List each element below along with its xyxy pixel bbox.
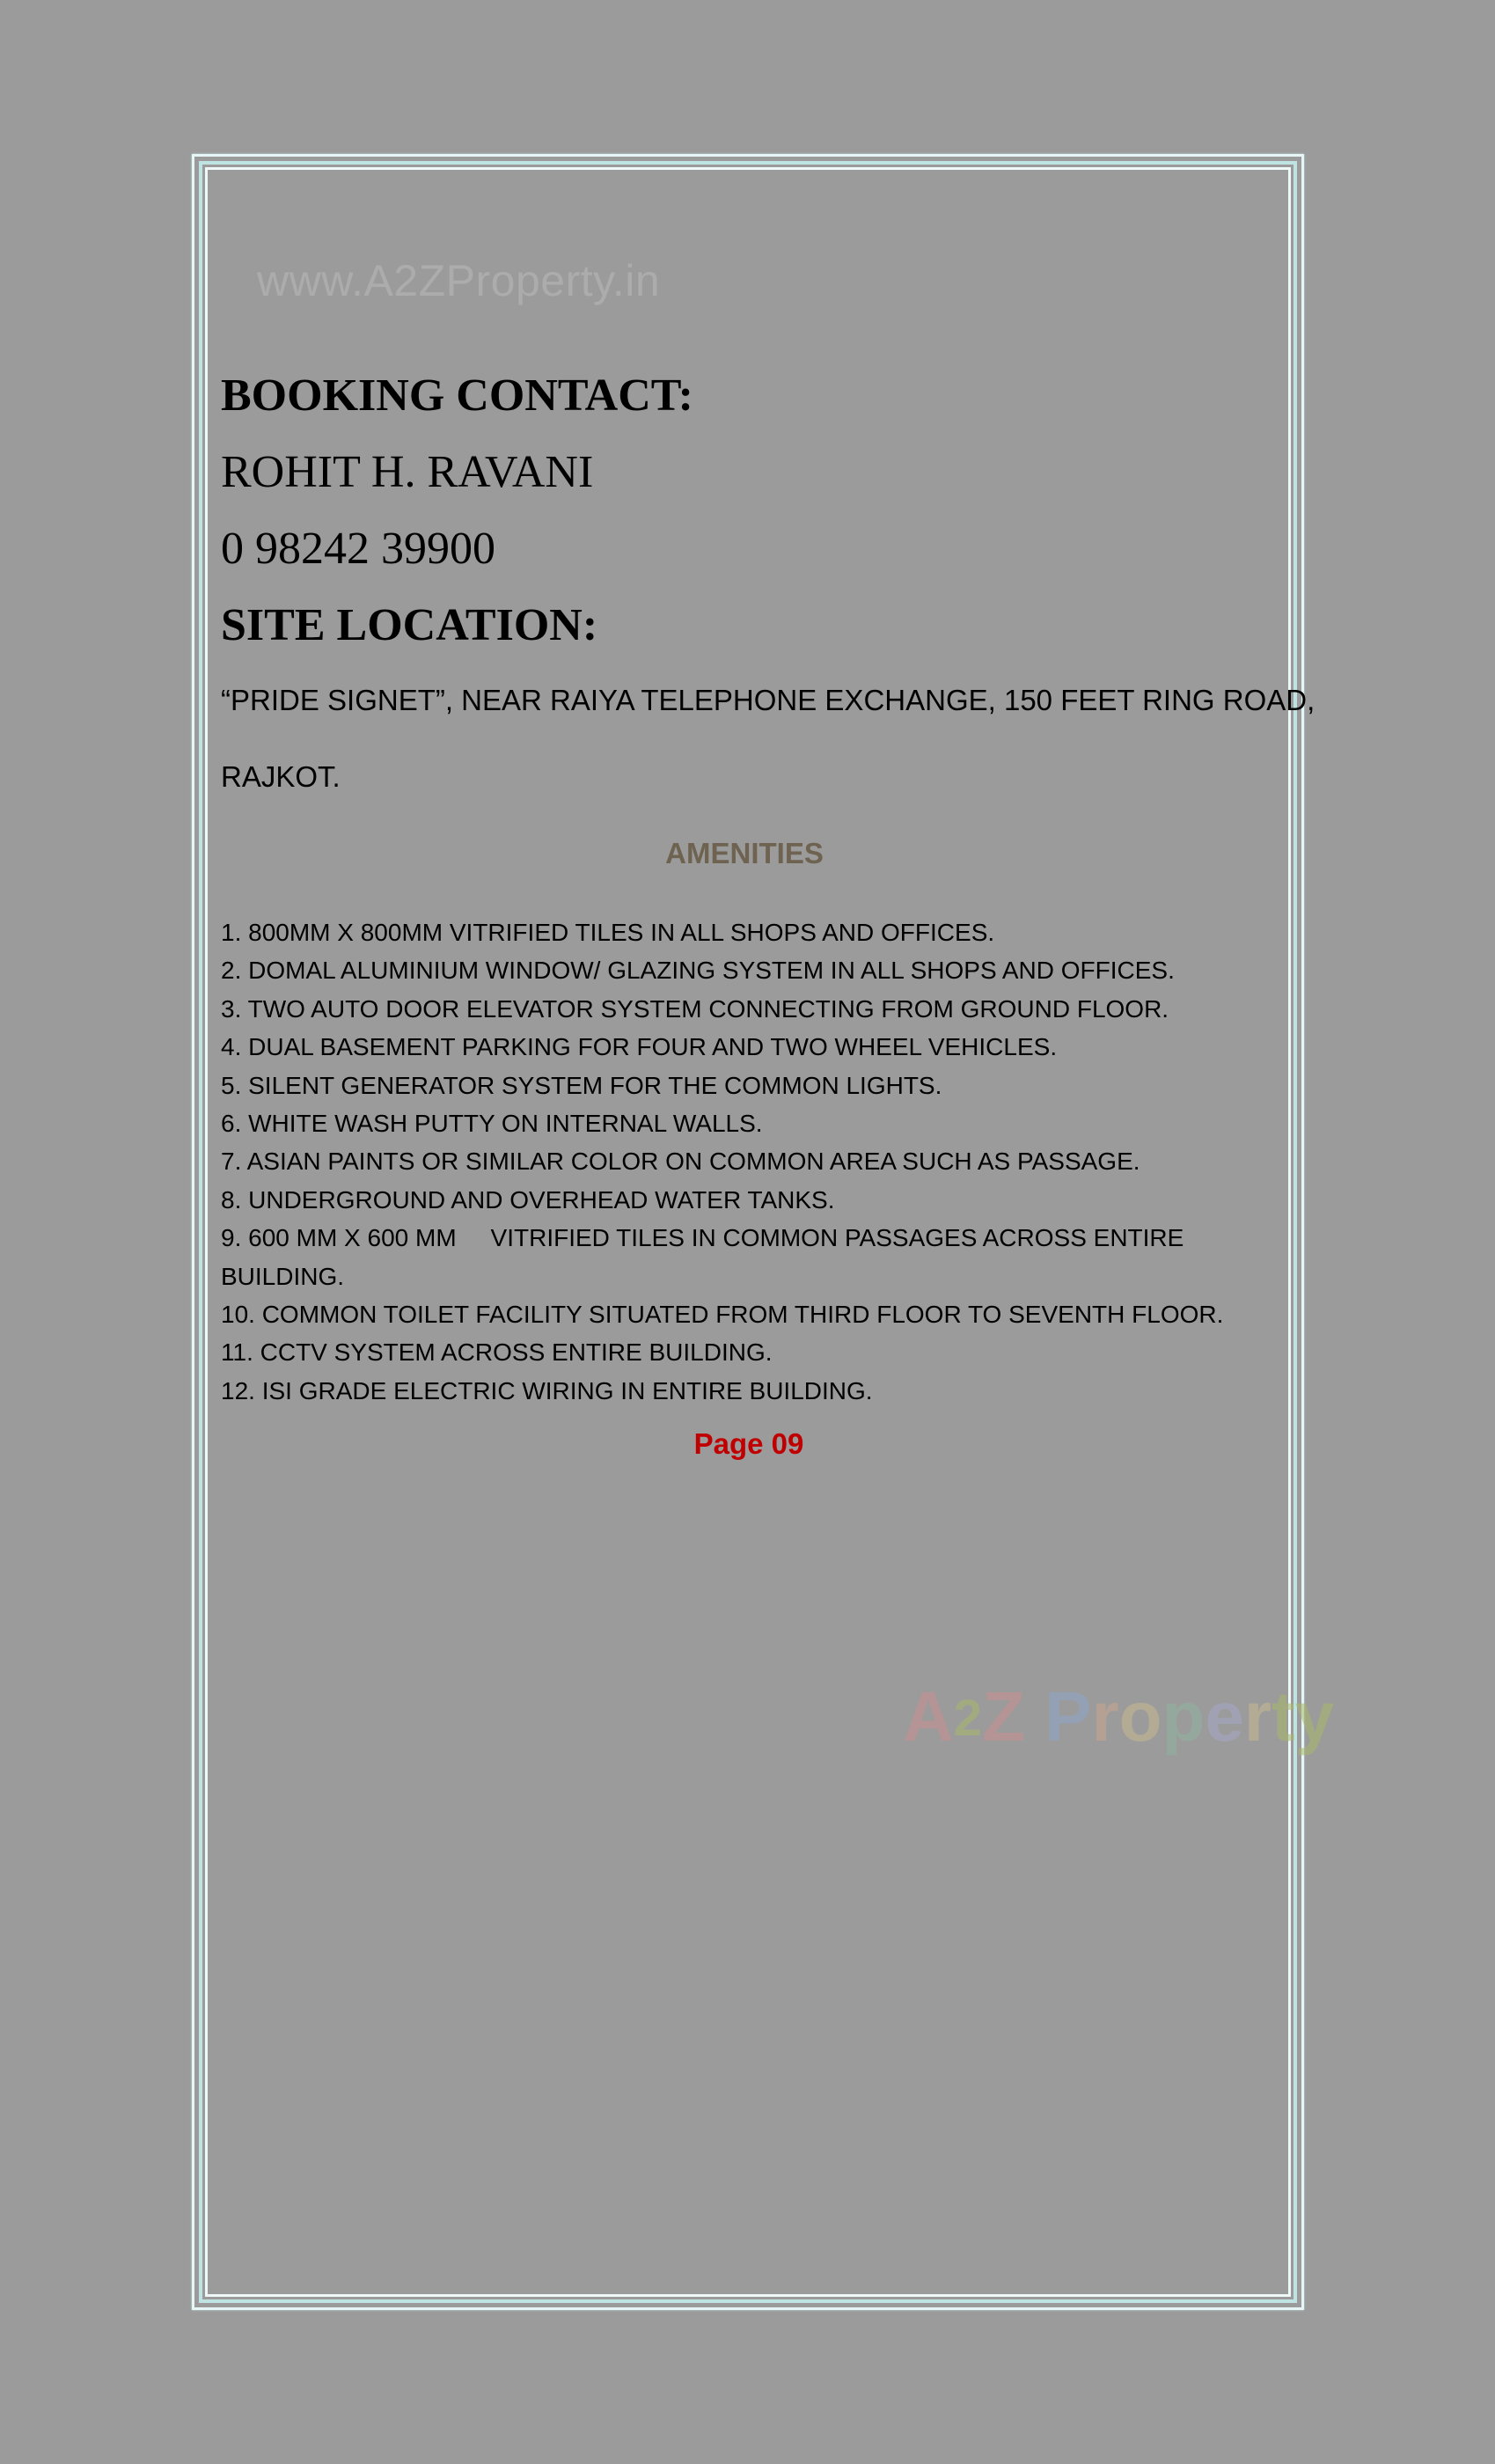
watermark-url: www.A2ZProperty.in bbox=[257, 256, 661, 305]
logo-letter: y bbox=[1294, 1677, 1335, 1756]
logo-letter: t bbox=[1271, 1677, 1295, 1756]
logo-letter: 2 bbox=[953, 1690, 983, 1747]
list-item: 6. WHITE WASH PUTTY ON INTERNAL WALLS. bbox=[221, 1110, 763, 1138]
amenities-list bbox=[221, 913, 1277, 1410]
a2z-property-logo-watermark bbox=[903, 1676, 1334, 1757]
logo-letter: P bbox=[1044, 1677, 1092, 1756]
logo-letter bbox=[1025, 1676, 1044, 1757]
booking-contact-phone: 0 98242 39900 bbox=[221, 524, 495, 574]
logo-letter: e bbox=[1205, 1677, 1244, 1756]
list-item: 1. 800MM X 800MM VITRIFIED TILES IN ALL SHOPS AND OFFICES. bbox=[221, 919, 995, 946]
booking-contact-name: ROHIT H. RAVANI bbox=[221, 447, 594, 497]
site-location-heading: SITE LOCATION: bbox=[221, 600, 598, 650]
logo-letter: r bbox=[1091, 1677, 1119, 1756]
list-item: 5. SILENT GENERATOR SYSTEM FOR THE COMMON LIGHTS. bbox=[221, 1071, 942, 1099]
list-item: 10. COMMON TOILET FACILITY SITUATED FROM THIRD FLOOR TO SEVENTH FLOOR. bbox=[221, 1301, 1224, 1329]
list-item: 4. DUAL BASEMENT PARKING FOR FOUR AND TWO WHEEL VEHICLES. bbox=[221, 1033, 1058, 1061]
site-address-line-1: “PRIDE SIGNET”, NEAR RAIYA TELEPHONE EXCHANGE, 150 FEET RING ROAD, bbox=[221, 684, 1315, 716]
list-item: 12. ISI GRADE ELECTRIC WIRING IN ENTIRE BUILDING. bbox=[221, 1376, 873, 1404]
list-item: 2. DOMAL ALUMINIUM WINDOW/ GLAZING SYSTEM IN ALL SHOPS AND OFFICES. bbox=[221, 957, 1175, 985]
list-item: 11. CCTV SYSTEM ACROSS ENTIRE BUILDING. bbox=[221, 1338, 773, 1367]
logo-letter: r bbox=[1243, 1677, 1272, 1756]
logo-letter: p bbox=[1162, 1677, 1206, 1756]
booking-contact-heading: BOOKING CONTACT: bbox=[221, 370, 693, 421]
list-item: 8. UNDERGROUND AND OVERHEAD WATER TANKS. bbox=[221, 1185, 835, 1214]
list-item: 7. ASIAN PAINTS OR SIMILAR COLOR ON COMMON AREA SUCH AS PASSAGE. bbox=[221, 1148, 1140, 1176]
page-number: Page 09 bbox=[693, 1427, 804, 1460]
list-item: BUILDING. bbox=[221, 1262, 345, 1290]
logo-letter: A bbox=[903, 1677, 954, 1756]
list-item: 9. 600 MM X 600 MM VITRIFIED TILES IN COMMON PASSAGES ACROSS ENTIRE bbox=[221, 1224, 1184, 1252]
amenities-title: AMENITIES bbox=[665, 837, 824, 869]
logo-letter: Z bbox=[982, 1677, 1025, 1756]
site-address-line-2: RAJKOT. bbox=[221, 760, 341, 793]
logo-letter: o bbox=[1118, 1677, 1162, 1756]
list-item: 3. TWO AUTO DOOR ELEVATOR SYSTEM CONNECTING FROM GROUND FLOOR. bbox=[221, 994, 1169, 1023]
